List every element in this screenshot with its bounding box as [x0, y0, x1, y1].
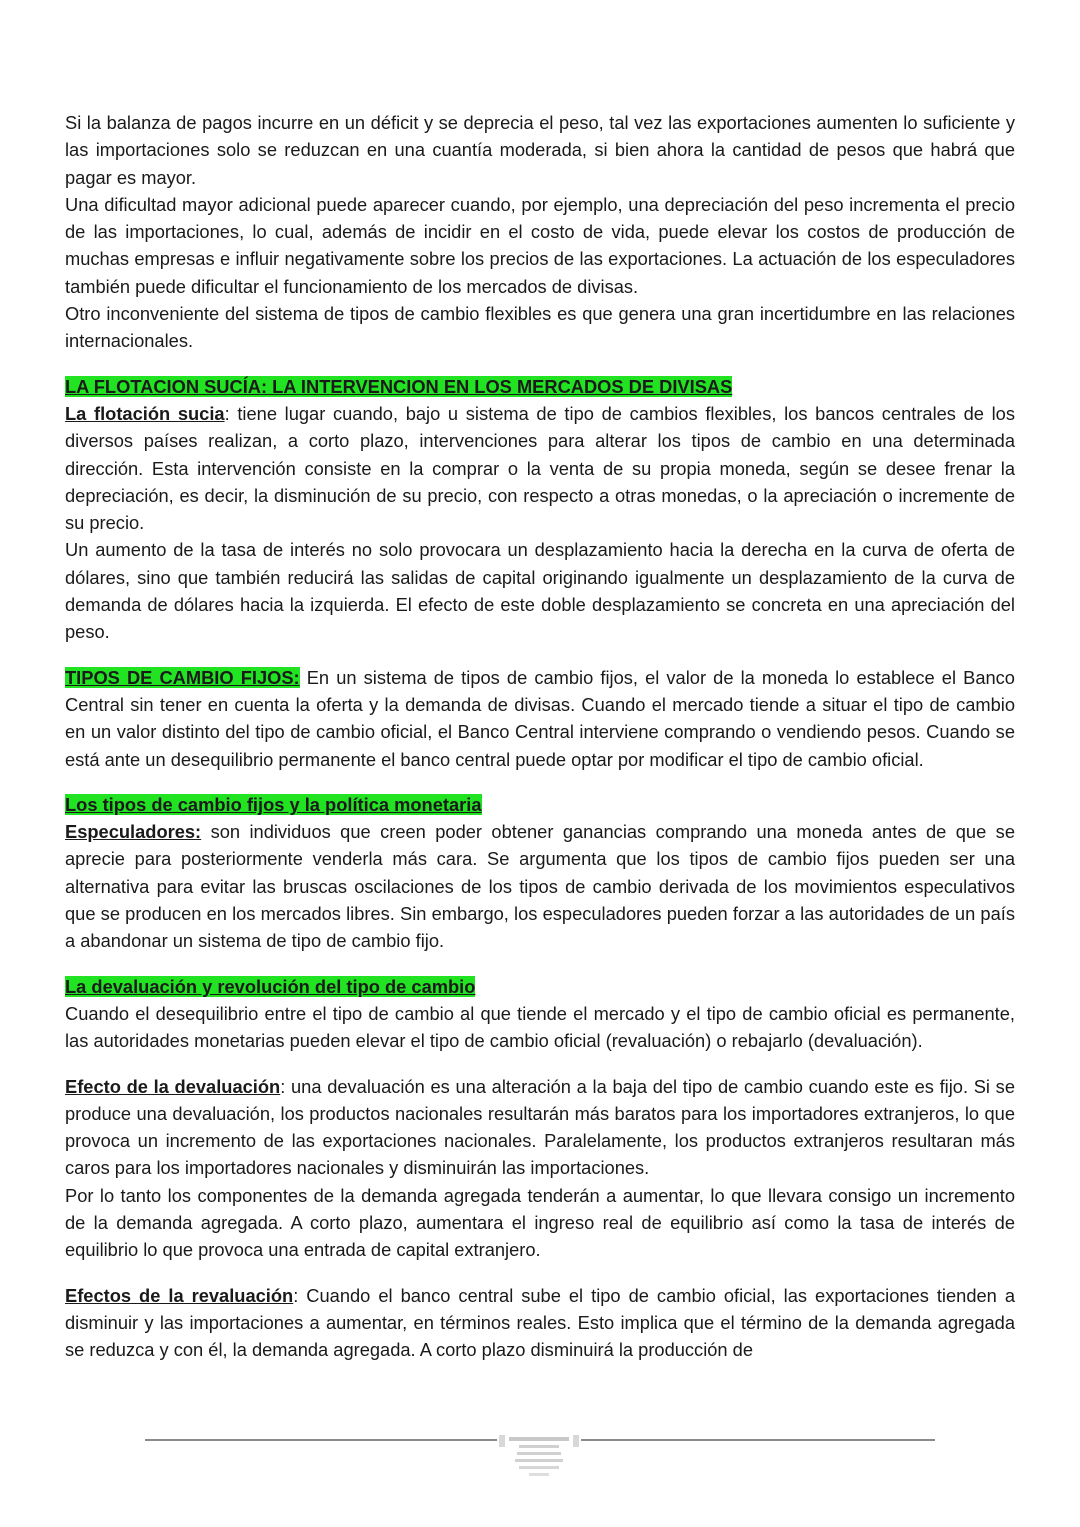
- fijos-text: En un sistema de tipos de cambio fijos, el valor de la moneda lo establece el Banco Central sin tener en cuenta la oferta y la demanda de divisas. Cuando el mercado tiende a situar el tipo de cambio en un valor distinto del tipo de cambio oficial, el Banco Central interviene comprando o vendiendo pesos. Cuando se está ante un desequilibrio permanente el banco central puede optar por modificar el tipo de cambio oficial.: [65, 666, 1015, 770]
- intro-paragraph-1: Si la balanza de pagos incurre en un déficit y se deprecia el peso, tal vez las exportaciones aumenten lo suficiente y las importaciones solo se reduzcan en una cuantía moderada, si bien ahora la cantidad de pesos que habrá que pagar es mayor.: [65, 112, 1015, 188]
- politica-heading: Los tipos de cambio fijos y la política monetaria: [65, 793, 482, 815]
- politica-section: [65, 791, 1015, 818]
- flotacion-term: La flotación sucia: [65, 402, 225, 424]
- especuladores-paragraph: [65, 818, 1015, 954]
- efecto-revaluacion-term: Efectos de la revaluación: [65, 1284, 294, 1306]
- efecto-devaluacion-term: Efecto de la devaluación: [65, 1075, 281, 1097]
- fijos-heading: TIPOS DE CAMBIO FIJOS:: [65, 666, 300, 688]
- efecto-devaluacion-text: : una devaluación es una alteración a la baja del tipo de cambio cuando este es fijo. Si se produce una devaluación, los productos nacionales resultarán más baratos para los importadores extranjeros, lo que provoca un incremento de las exportaciones nacionales. Paralelamente, los productos extranjeros resultaran más caros para los importadores nacionales y disminuirán las importaciones.: [65, 1075, 1015, 1179]
- flotacion-definition: [65, 400, 1015, 536]
- flotacion-heading: LA FLOTACION SUCÍA: LA INTERVENCION EN LOS MERCADOS DE DIVISAS: [65, 375, 733, 397]
- flotacion-paragraph-2: Un aumento de la tasa de interés no solo provocara un desplazamiento hacia la derecha en la curva de oferta de dólares, sino que también reducirá las salidas de capital originando igualmente un desplazamiento de la curva de demanda de dólares hacia la izquierda. El efecto de este doble desplazamiento se concreta en una apreciación del peso.: [65, 539, 1015, 643]
- document-page: [65, 109, 1015, 1363]
- footer-rule-right: [581, 1439, 935, 1441]
- especuladores-text: son individuos que creen poder obtener ganancias comprando una moneda antes de que se aprecie para posteriormente venderla más cara. Se argumenta que los tipos de cambio fijos pueden ser una alternativa para evitar las bruscas oscilaciones de los tipos de cambio derivada de los movimientos especulativos que se producen en los mercados libres. Sin embargo, los especuladores pueden forzar a las autoridades de un país a abandonar un sistema de tipo de cambio fijo.: [65, 821, 1015, 952]
- page-footer: [145, 1430, 935, 1480]
- devaluacion-section: [65, 973, 1015, 1000]
- footer-rule-left: [145, 1439, 497, 1441]
- efecto-devaluacion-paragraph: [65, 1073, 1015, 1182]
- intro-paragraph-2: Una dificultad mayor adicional puede aparecer cuando, por ejemplo, una depreciación del peso incrementa el precio de las importaciones, lo cual, además de incidir en el costo de vida, puede elevar los costos de producción de muchas empresas e influir negativamente sobre los precios de las exportaciones. La actuación de los especuladores también puede dificultar el funcionamiento de los mercados de divisas.: [65, 193, 1015, 297]
- efecto-revaluacion-paragraph: [65, 1282, 1015, 1364]
- efecto-devaluacion-paragraph-2: Por lo tanto los componentes de la demanda agregada tenderán a aumentar, lo que llevara consigo un incremento de la demanda agregada. A corto plazo, aumentara el ingreso real de equilibrio así como la tasa de interés de equilibrio lo que provoca una entrada de capital extranjero.: [65, 1184, 1015, 1261]
- devaluacion-heading: La devaluación y revolución del tipo de cambio: [65, 975, 476, 997]
- flotacion-definition-text: : tiene lugar cuando, bajo u sistema de tipo de cambios flexibles, los bancos centrales de los diversos países realizan, a corto plazo, intervenciones para alterar los tipos de cambio en una determinada dirección. Esta intervención consiste en la comprar o la venta de su propia moneda, según se desee frenar la depreciación, es decir, la disminución de su precio, con respecto a otras monedas, o la apreciación o incremente de su precio.: [65, 402, 1015, 534]
- especuladores-term: Especuladores:: [65, 821, 202, 843]
- intro-paragraph-3: Otro inconveniente del sistema de tipos de cambio flexibles es que genera una gran incertidumbre en las relaciones internacionales.: [65, 303, 1015, 352]
- footer-logo-icon: [497, 1433, 581, 1479]
- flotacion-section: [65, 373, 1015, 400]
- efecto-revaluacion-text: : Cuando el banco central sube el tipo de cambio oficial, las exportaciones tienden a disminuir y las importaciones a aumentar, en términos reales. Esto implica que el término de la demanda agregada se reduzca y con él, la demanda agregada. A corto plazo disminuirá la producción de: [65, 1284, 1015, 1361]
- fijos-paragraph: [65, 664, 1015, 773]
- devaluacion-paragraph: Cuando el desequilibrio entre el tipo de cambio al que tiende el mercado y el tipo de cambio oficial es permanente, las autoridades monetarias pueden elevar el tipo de cambio oficial (revaluación) o rebajarlo (devaluación).: [65, 1002, 1015, 1052]
